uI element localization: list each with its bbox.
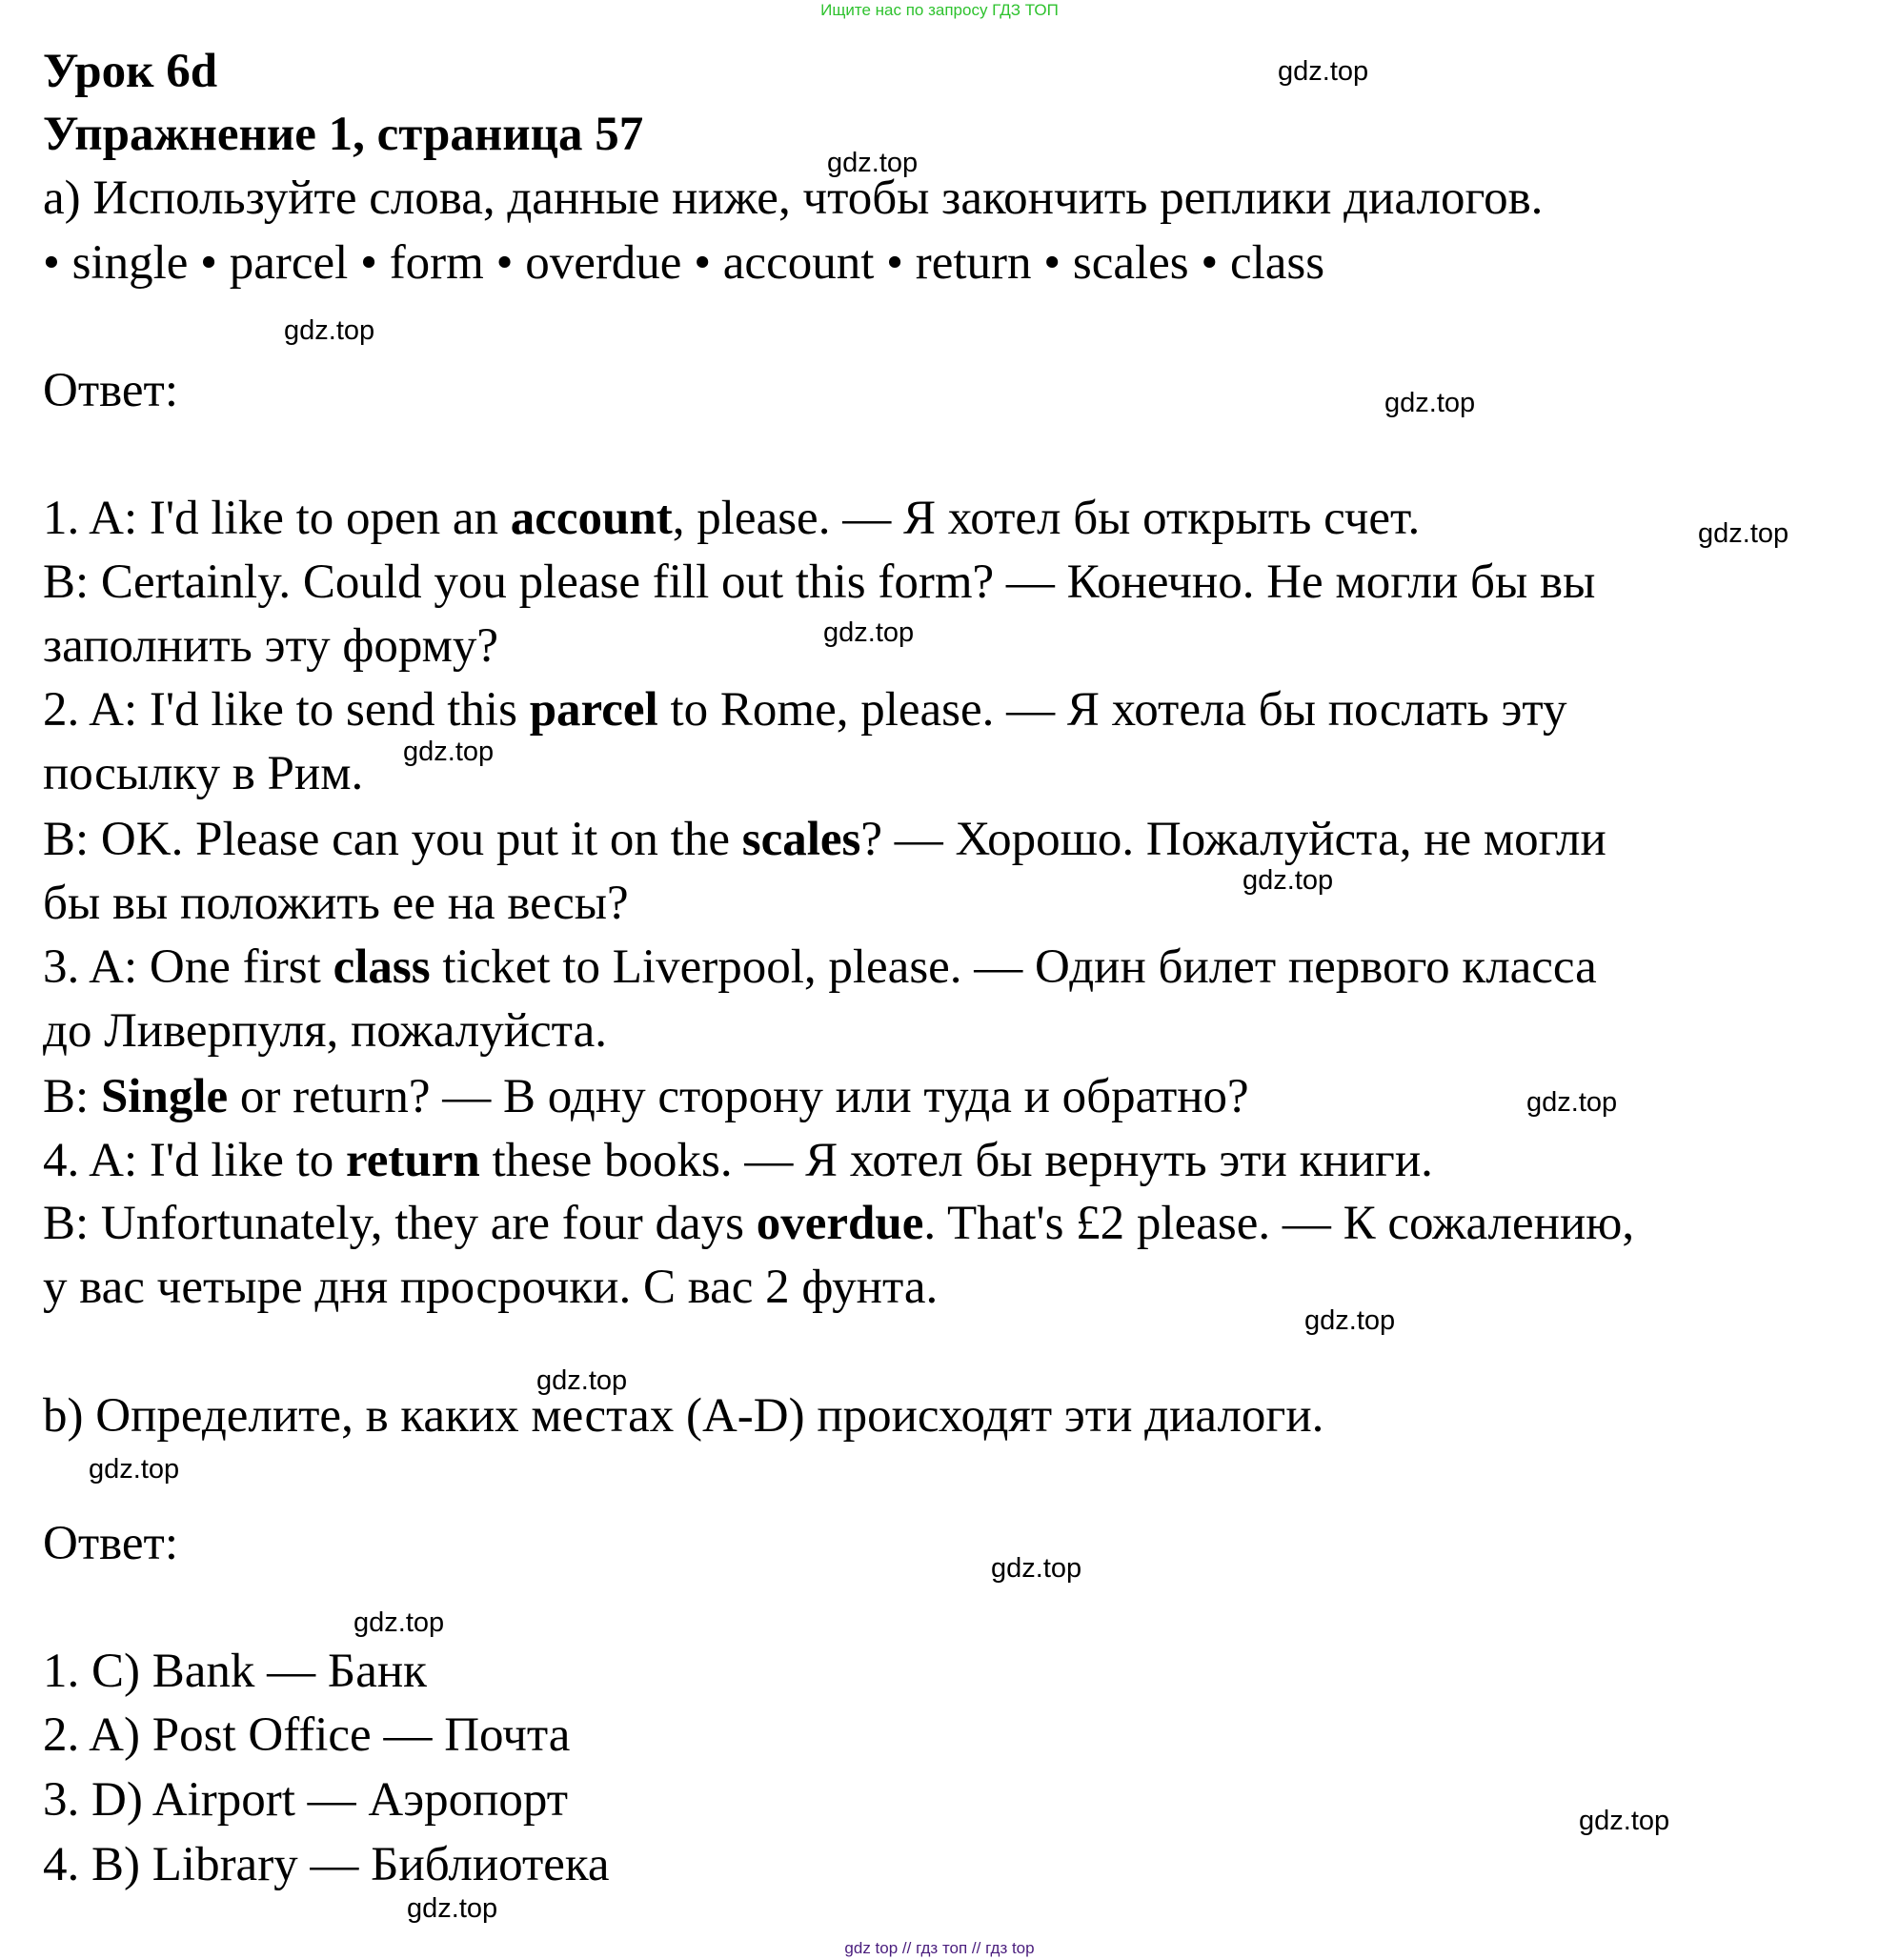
watermark: gdz.top [1278,56,1369,87]
word-list: • single • parcel • form • overdue • account • return • scales • class [43,236,1325,290]
watermark: gdz.top [823,617,915,648]
exercise-title: Упражнение 1, страница 57 [43,108,644,161]
answer-word: Single [100,1070,229,1123]
answer-text: до Ливерпуля, пожалуйста. [43,1004,607,1058]
task-a: a) Используйте слова, данные ниже, чтобы закончить реплики диалогов. [43,172,1544,225]
answer-word: class [333,940,431,994]
answer-a-line [43,554,1595,611]
answer-label-a: Ответ: [43,364,178,417]
answer-text: 3. A: One first [43,940,333,994]
answer-text: 2. A: I'd like to send this [43,683,530,737]
answer-word: parcel [529,683,658,737]
answer-text: 1. A: I'd like to open an [43,492,511,545]
watermark: gdz.top [284,315,375,346]
answer-a-line [43,939,1597,996]
answer-text: 4. A: I'd like to [43,1134,347,1187]
answer-text: to Rome, please. — Я хотела бы послать эту [657,683,1567,737]
answer-b-line: 1. C) Bank — Банк [43,1645,427,1698]
answer-b-line: 4. B) Library — Библиотека [43,1838,610,1891]
answer-a-line [43,490,1420,547]
answer-text: ? — Хорошо. Пожалуйста, не могли [860,813,1606,866]
answer-a-line [43,1002,607,1060]
answer-text: посылку в Рим. [43,747,364,800]
answer-a-line [43,1068,1249,1125]
answer-text: B: Unfortunately, they are four days [43,1197,757,1250]
answer-a-line [43,1259,938,1316]
answer-text: B: Certainly. Could you please fill out this form? — Конечно. Не могли бы вы [43,556,1596,609]
footer-banner: gdz top // гдз топ // гдз top [844,1939,1035,1957]
watermark: gdz.top [1526,1087,1618,1118]
lesson-title: Урок 6d [43,45,218,98]
answer-word: account [510,492,673,545]
answer-text: . That's £2 please. — К сожалению, [923,1197,1635,1250]
answer-text: B: OK. Please can you put it on the [43,813,742,866]
answer-a-line [43,1195,1634,1252]
answer-text: ticket to Liverpool, please. — Один билет первого класса [430,940,1597,994]
answer-a-line [43,745,363,802]
watermark: gdz.top [89,1454,180,1485]
answer-b-line: 2. A) Post Office — Почта [43,1708,571,1762]
watermark: gdz.top [1304,1305,1396,1336]
answer-word: overdue [756,1197,924,1250]
answer-text: these books. — Я хотел бы вернуть эти книги. [479,1134,1433,1187]
answer-a-line [43,875,629,932]
answer-a-line [43,1132,1433,1189]
answer-word: scales [741,813,861,866]
watermark: gdz.top [354,1607,445,1638]
watermark: gdz.top [407,1893,498,1924]
answer-b-line: 3. D) Airport — Аэропорт [43,1773,569,1827]
search-banner: Ищите нас по запросу ГДЗ ТОП [820,1,1059,19]
watermark: gdz.top [536,1365,628,1396]
answer-text: B: [43,1070,101,1123]
answer-text: , please. — Я хотел бы открыть счет. [672,492,1421,545]
answer-a-line [43,617,498,675]
answer-a-line [43,811,1606,868]
watermark: gdz.top [991,1553,1082,1584]
answer-text: бы вы положить ее на весы? [43,877,629,930]
answer-text: заполнить эту форму? [43,619,499,673]
watermark: gdz.top [1698,518,1789,549]
task-b: b) Определите, в каких местах (A-D) происходят эти диалоги. [43,1389,1324,1443]
answer-a-line [43,681,1567,738]
watermark: gdz.top [403,737,495,767]
watermark: gdz.top [1243,865,1334,896]
watermark: gdz.top [1579,1806,1670,1836]
answer-word: return [346,1134,480,1187]
watermark: gdz.top [827,148,919,178]
watermark: gdz.top [1384,388,1476,418]
answer-text: у вас четыре дня просрочки. С вас 2 фунта. [43,1261,939,1314]
answer-label-b: Ответ: [43,1517,178,1570]
answer-text: or return? — В одну сторону или туда и обратно? [228,1070,1249,1123]
